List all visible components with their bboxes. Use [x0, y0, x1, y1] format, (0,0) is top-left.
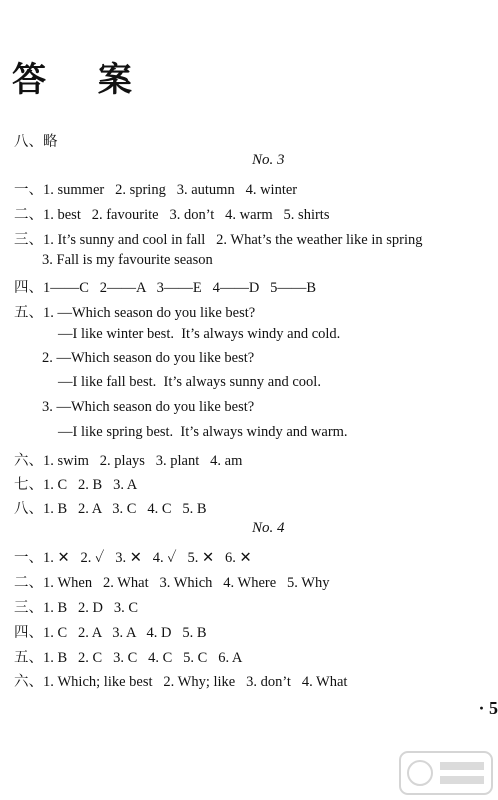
answer-line: 一、1. ✕ 2. ✓ 3. ✕ 4. ✓ 5. ✕ 6. ✕: [14, 550, 252, 566]
answer-line: —I like winter best. It’s always windy and cold.: [58, 326, 341, 342]
answer-line: 三、1. It’s sunny and cool in fall 2. What’s the weather like in spring: [14, 232, 423, 248]
page-title: 答 案: [12, 60, 152, 100]
answer-line: 四、1. C 2. A 3. A 4. D 5. B: [14, 625, 207, 641]
answer-line: 三、1. B 2. D 3. C: [14, 600, 139, 616]
answer-line: —I like spring best. It’s always windy and warm.: [58, 424, 348, 440]
answer-line: 五、1. B 2. C 3. C 4. C 5. C 6. A: [14, 650, 243, 666]
answer-line: 四、1——C 2——A 3——E 4——D 5——B: [14, 280, 317, 296]
answer-line: 二、1. When 2. What 3. Which 4. Where 5. Why: [14, 575, 330, 591]
answer-line: 六、1. swim 2. plays 3. plant 4. am: [14, 453, 243, 469]
page-number: · 5: [478, 698, 498, 718]
answer-line: 七、1. C 2. B 3. A: [14, 477, 138, 493]
section-heading-no3: No. 3: [252, 152, 285, 168]
watermark-logo-icon: [398, 750, 494, 796]
section-heading-no4: No. 4: [252, 520, 285, 536]
answer-line: 2. —Which season do you like best?: [42, 350, 255, 366]
answer-line: 二、1. best 2. favourite 3. don’t 4. warm 5. shirts: [14, 207, 330, 223]
answer-line: 3. Fall is my favourite season: [42, 252, 213, 268]
answer-line: 3. —Which season do you like best?: [42, 399, 255, 415]
answer-line: 八、略: [14, 134, 58, 150]
answer-line: 八、1. B 2. A 3. C 4. C 5. B: [14, 501, 207, 517]
answer-line: 五、1. —Which season do you like best?: [14, 305, 256, 321]
answer-line: 一、1. summer 2. spring 3. autumn 4. winter: [14, 182, 298, 198]
answer-line: 六、1. Which; like best 2. Why; like 3. don’t 4. What: [14, 674, 348, 690]
answer-line: —I like fall best. It’s always sunny and cool.: [58, 374, 321, 390]
